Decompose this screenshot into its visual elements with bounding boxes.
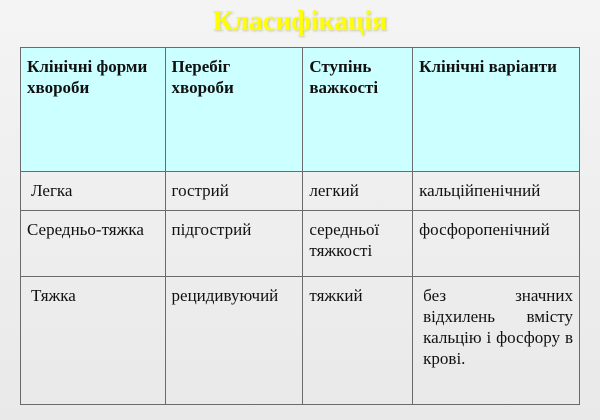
header-clinical-forms: Клінічні форми хвороби [21, 48, 166, 172]
cell-course: підгострий [165, 211, 303, 277]
cell-variant: фосфоропенічний [413, 211, 580, 277]
cell-form: Легка [21, 171, 166, 211]
table-row [21, 276, 580, 404]
cell-variant: кальційпенічний [413, 171, 580, 211]
cell-severity: середньої тяжкості [303, 211, 413, 277]
table-row [21, 211, 580, 277]
cell-severity: легкий [303, 171, 413, 211]
header-severity: Ступінь важкості [303, 48, 413, 172]
cell-variant: без значних відхилень вмісту кальцію і фосфору в крові. [413, 276, 580, 404]
header-course: Перебіг хвороби [165, 48, 303, 172]
cell-course: рецидивуючий [165, 276, 303, 404]
header-clinical-variants: Клінічні варіанти [413, 48, 580, 172]
cell-form: Тяжка [21, 276, 166, 404]
cell-course: гострий [165, 171, 303, 211]
classification-table [20, 47, 580, 405]
cell-form: Середньо-тяжка [21, 211, 166, 277]
table-header-row [21, 48, 580, 172]
page-title: Класифікація [212, 6, 388, 37]
cell-severity: тяжкий [303, 276, 413, 404]
table-row [21, 171, 580, 211]
